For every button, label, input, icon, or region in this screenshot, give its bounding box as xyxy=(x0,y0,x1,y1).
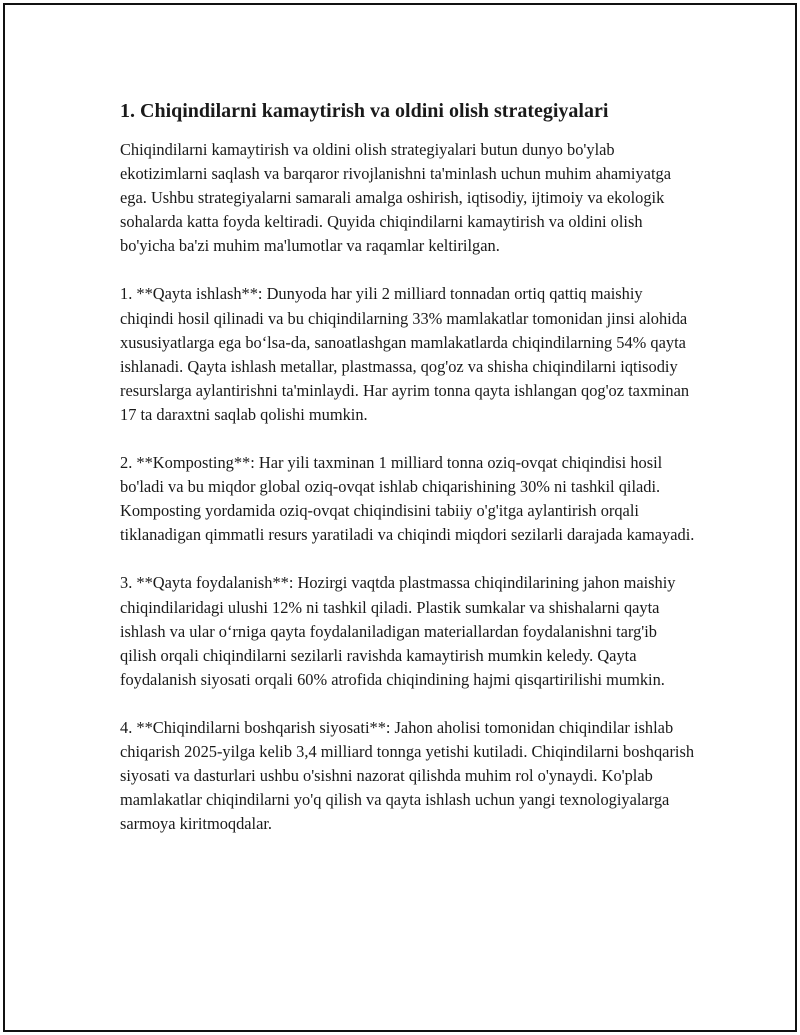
intro-paragraph: Chiqindilarni kamaytirish va oldini olish strategiyalari butun dunyo bo'ylab ekotizimlarni saqlash va barqaror rivojlanishni ta'minlash uchun muhim ahamiyatga ega. Ushbu strategiyalarni samarali amalga oshirish, iqtisodiy, ijtimoiy va ekologik sohalarda katta foyda keltiradi. Quyida chiqindilarni kamaytirish va oldini olish bo'yicha ba'zi muhim ma'lumotlar va raqamlar keltirilgan. xyxy=(120,140,671,256)
document-content xyxy=(120,98,695,860)
paragraph-composting: 2. **Komposting**: Har yili taxminan 1 milliard tonna oziq-ovqat chiqindisi hosil bo'ladi va bu miqdor global oziq-ovqat ishlab chiqarishining 30% ni tashkil qiladi. Komposting yordamida oziq-ovqat chiqindisini tabiiy o'g'itga aylantirish orqali tiklanadigan qimmatli resurs yaratiladi va chiqindi miqdori sezilarli darajada kamayadi. xyxy=(120,453,695,545)
document-page xyxy=(3,3,797,1032)
paragraph-reuse: 3. **Qayta foydalanish**: Hozirgi vaqtda plastmassa chiqindilarining jahon maishiy chiqindilaridagi ulushi 12% ni tashkil qiladi. Plastik sumkalar va shishalarni qayta ishlash va ular o‘rniga qayta foydalaniladigan materiallardan foydalanishni targ'ib qilish orqali chiqindilarni sezilarli ravishda kamaytirish mumkin keledy. Qayta foydalanish siyosati orqali 60% atrofida chiqindining hajmi qisqartirilishi mumkin. xyxy=(120,573,676,689)
paragraph-waste-policy: 4. **Chiqindilarni boshqarish siyosati**: Jahon aholisi tomonidan chiqindilar ishlab chiqarish 2025-yilga kelib 3,4 milliard tonnga yetishi kutiladi. Chiqindilarni boshqarish siyosati va dasturlari ushbu o'sishni nazorat qilishda muhim rol o'ynaydi. Ko'plab mamlakatlar chiqindilarni yo'q qilish va qayta ishlash uchun yangi texnologiyalarga sarmoya kiritmoqdalar. xyxy=(120,717,695,834)
section-heading: 1. Chiqindilarni kamaytirish va oldini olish strategiyalari xyxy=(120,100,609,122)
paragraph-recycling: 1. **Qayta ishlash**: Dunyoda har yili 2 milliard tonnadan ortiq qattiq maishiy chiqindi hosil qilinadi va bu chiqindilarning 33% mamlakatlar tomonidan jinsi alohida xususiyatlarga ega bo‘lsa-da, sanoatlashgan mamlakatlarda chiqindilarning 54% qayta ishlanadi. Qayta ishlash metallar, plastmassa, qog'oz va shisha chiqindilarni iqtisodiy resurslarga aylantirishni ta'minlaydi. Har ayrim tonna qayta ishlangan qog'oz taxminan 17 ta daraxtni saqlab qolishi mumkin. xyxy=(120,284,690,424)
